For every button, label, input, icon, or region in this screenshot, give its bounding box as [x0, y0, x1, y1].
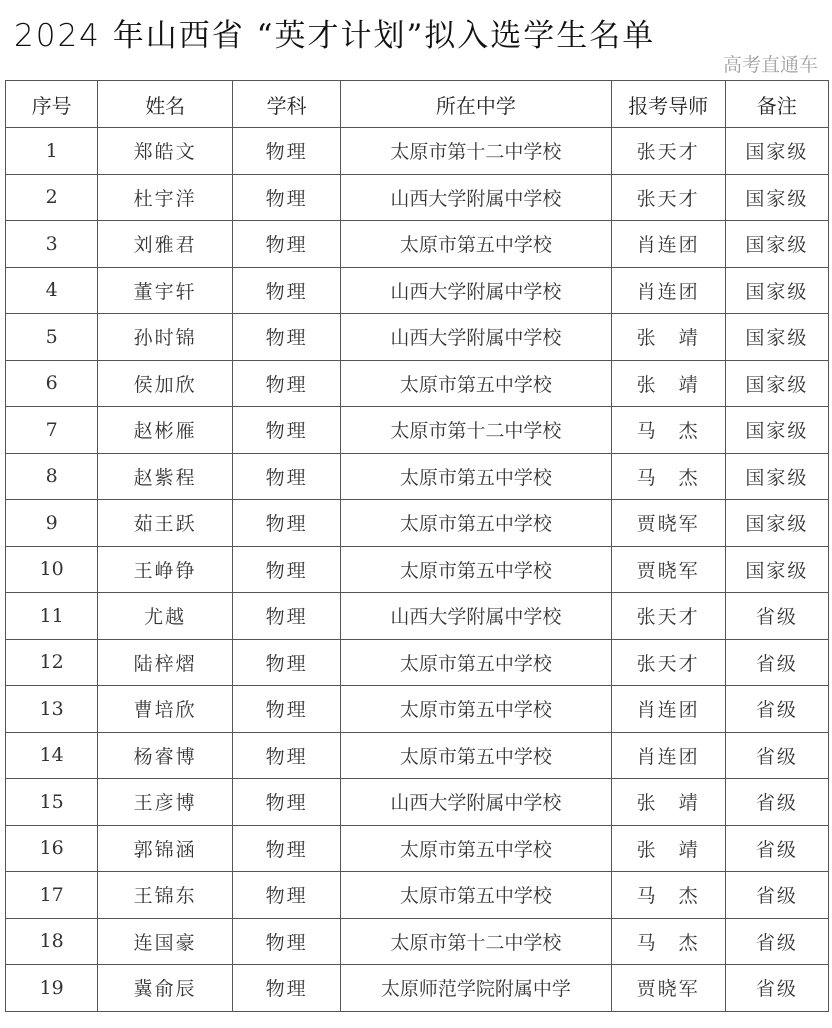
title-year: 2024: [14, 18, 101, 54]
tutor: 张天才: [611, 639, 725, 686]
row-index: 1: [6, 128, 98, 175]
tutor: 贾晓军: [611, 965, 725, 1012]
tutor: 张 靖: [611, 825, 725, 872]
row-index: 12: [6, 639, 98, 686]
remark: 国家级: [725, 128, 828, 175]
school: 山西大学附属中学校: [341, 314, 611, 361]
header-name: 姓名: [98, 81, 233, 128]
table-row: [6, 918, 829, 965]
student-name: 郭锦涵: [98, 825, 233, 872]
remark: 国家级: [725, 546, 828, 593]
row-index: 4: [6, 267, 98, 314]
school: 太原市第五中学校: [341, 639, 611, 686]
header-school: 所在中学: [341, 81, 611, 128]
row-index: 7: [6, 407, 98, 454]
table-row: [6, 360, 829, 407]
header-index: 序号: [6, 81, 98, 128]
school: 太原市第十二中学校: [341, 407, 611, 454]
remark: 国家级: [725, 314, 828, 361]
school: 山西大学附属中学校: [341, 593, 611, 640]
student-list-table: [5, 80, 829, 1012]
subject: 物理: [233, 825, 341, 872]
row-index: 13: [6, 686, 98, 733]
subject: 物理: [233, 593, 341, 640]
table-row: [6, 314, 829, 361]
subject: 物理: [233, 128, 341, 175]
student-name: 郑皓文: [98, 128, 233, 175]
remark: 省级: [725, 593, 828, 640]
subject: 物理: [233, 779, 341, 826]
school: 太原市第五中学校: [341, 732, 611, 779]
subject: 物理: [233, 500, 341, 547]
subject: 物理: [233, 221, 341, 268]
remark: 省级: [725, 918, 828, 965]
subject: 物理: [233, 407, 341, 454]
table-row: [6, 686, 829, 733]
tutor: 肖连团: [611, 267, 725, 314]
table-row: [6, 639, 829, 686]
remark: 国家级: [725, 174, 828, 221]
table-row: [6, 965, 829, 1012]
subject: 物理: [233, 546, 341, 593]
remark: 省级: [725, 779, 828, 826]
subject: 物理: [233, 686, 341, 733]
subject: 物理: [233, 314, 341, 361]
tutor: 张 靖: [611, 360, 725, 407]
student-name: 尤越: [98, 593, 233, 640]
remark: 省级: [725, 872, 828, 919]
row-index: 16: [6, 825, 98, 872]
subject: 物理: [233, 174, 341, 221]
tutor: 张天才: [611, 128, 725, 175]
row-index: 15: [6, 779, 98, 826]
subject: 物理: [233, 267, 341, 314]
header-remark: 备注: [725, 81, 828, 128]
school: 太原市第五中学校: [341, 500, 611, 547]
header-tutor: 报考导师: [611, 81, 725, 128]
tutor: 马 杰: [611, 407, 725, 454]
tutor: 肖连团: [611, 686, 725, 733]
row-index: 3: [6, 221, 98, 268]
school: 山西大学附属中学校: [341, 174, 611, 221]
school: 太原市第五中学校: [341, 453, 611, 500]
student-name: 杨睿博: [98, 732, 233, 779]
page-title: [14, 10, 655, 55]
student-name: 赵紫程: [98, 453, 233, 500]
row-index: 9: [6, 500, 98, 547]
school: 山西大学附属中学校: [341, 267, 611, 314]
subject: 物理: [233, 732, 341, 779]
student-name: 赵彬雁: [98, 407, 233, 454]
tutor: 贾晓军: [611, 546, 725, 593]
row-index: 5: [6, 314, 98, 361]
tutor: 马 杰: [611, 918, 725, 965]
school: 太原市第五中学校: [341, 546, 611, 593]
subject: 物理: [233, 872, 341, 919]
row-index: 8: [6, 453, 98, 500]
student-name: 王彦博: [98, 779, 233, 826]
row-index: 6: [6, 360, 98, 407]
student-name: 冀俞辰: [98, 965, 233, 1012]
student-name: 董宇轩: [98, 267, 233, 314]
tutor: 贾晓军: [611, 500, 725, 547]
remark: 国家级: [725, 267, 828, 314]
row-index: 10: [6, 546, 98, 593]
table-row: [6, 221, 829, 268]
table-row: [6, 779, 829, 826]
tutor: 肖连团: [611, 221, 725, 268]
tutor: 马 杰: [611, 453, 725, 500]
school: 太原市第五中学校: [341, 825, 611, 872]
remark: 省级: [725, 965, 828, 1012]
subject: 物理: [233, 453, 341, 500]
student-name: 陆梓熠: [98, 639, 233, 686]
table-row: [6, 872, 829, 919]
table-row: [6, 174, 829, 221]
tutor: 张 靖: [611, 314, 725, 361]
school: 太原市第五中学校: [341, 221, 611, 268]
remark: 国家级: [725, 500, 828, 547]
tutor: 张天才: [611, 174, 725, 221]
subject: 物理: [233, 360, 341, 407]
student-name: 茹王跃: [98, 500, 233, 547]
row-index: 14: [6, 732, 98, 779]
row-index: 18: [6, 918, 98, 965]
student-name: 杜宇洋: [98, 174, 233, 221]
school: 太原市第五中学校: [341, 360, 611, 407]
watermark: 高考直通车: [722, 54, 818, 76]
remark: 国家级: [725, 221, 828, 268]
student-name: 侯加欣: [98, 360, 233, 407]
table-row: [6, 593, 829, 640]
remark: 省级: [725, 732, 828, 779]
remark: 省级: [725, 686, 828, 733]
school: 太原师范学院附属中学: [341, 965, 611, 1012]
table-row: [6, 453, 829, 500]
table-row: [6, 407, 829, 454]
school: 太原市第五中学校: [341, 686, 611, 733]
school: 太原市第十二中学校: [341, 918, 611, 965]
school: 太原市第十二中学校: [341, 128, 611, 175]
header-subject: 学科: [233, 81, 341, 128]
student-name: 刘雅君: [98, 221, 233, 268]
table-row: [6, 267, 829, 314]
remark: 国家级: [725, 407, 828, 454]
table-header-row: [6, 81, 829, 128]
row-index: 11: [6, 593, 98, 640]
tutor: 张 靖: [611, 779, 725, 826]
tutor: 肖连团: [611, 732, 725, 779]
row-index: 2: [6, 174, 98, 221]
remark: 国家级: [725, 360, 828, 407]
tutor: 张天才: [611, 593, 725, 640]
table-row: [6, 128, 829, 175]
table-row: [6, 546, 829, 593]
remark: 国家级: [725, 453, 828, 500]
student-name: 王峥铮: [98, 546, 233, 593]
title-text: 年山西省 “英才计划”拟入选学生名单: [100, 18, 656, 54]
student-name: 王锦东: [98, 872, 233, 919]
subject: 物理: [233, 639, 341, 686]
row-index: 19: [6, 965, 98, 1012]
table-row: [6, 732, 829, 779]
table-row: [6, 500, 829, 547]
table-row: [6, 825, 829, 872]
tutor: 马 杰: [611, 872, 725, 919]
subject: 物理: [233, 965, 341, 1012]
student-name: 孙时锦: [98, 314, 233, 361]
student-name: 连国豪: [98, 918, 233, 965]
student-name: 曹培欣: [98, 686, 233, 733]
school: 山西大学附属中学校: [341, 779, 611, 826]
remark: 省级: [725, 825, 828, 872]
remark: 省级: [725, 639, 828, 686]
school: 太原市第五中学校: [341, 872, 611, 919]
subject: 物理: [233, 918, 341, 965]
row-index: 17: [6, 872, 98, 919]
